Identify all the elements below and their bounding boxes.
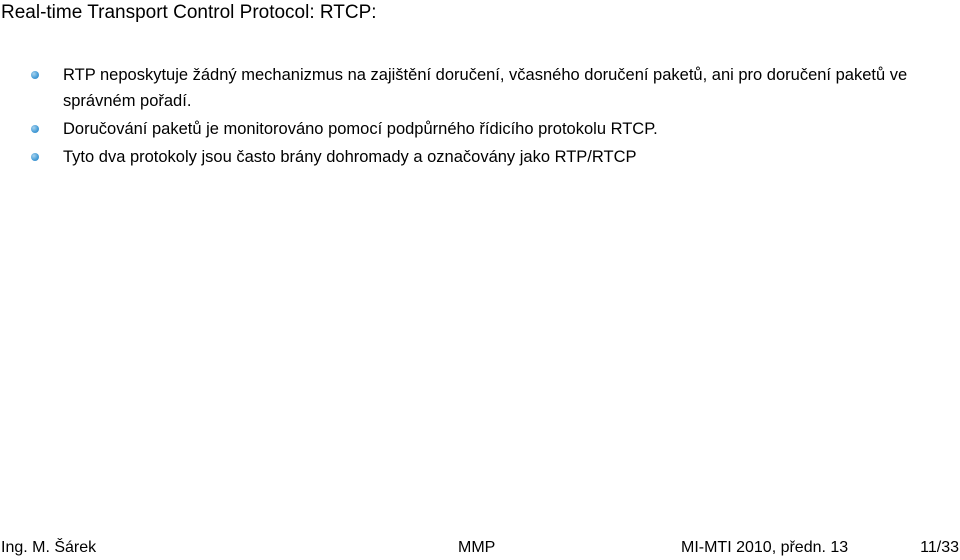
bullet-item xyxy=(30,62,930,114)
bullet-dot-icon xyxy=(31,153,39,161)
bullet-text: Doručování paketů je monitorováno pomocí podpůrného řídicího protokolu RTCP. xyxy=(63,120,658,138)
bullet-text: Tyto dva protokoly jsou často brány dohromady a označovány jako RTP/RTCP xyxy=(63,148,637,166)
bullet-dot-icon xyxy=(31,71,39,79)
bullet-item xyxy=(30,144,930,170)
bullet-text: RTP neposkytuje žádný mechanizmus na zajištění doručení, včasného doručení paketů, ani pro doručení paketů ve správném pořadí. xyxy=(63,66,908,110)
bullet-item xyxy=(30,116,930,142)
bullet-list xyxy=(30,62,930,172)
bullet-dot-icon xyxy=(31,125,39,133)
footer-lecture: MI-MTI 2010, předn. 13 xyxy=(681,539,849,556)
footer-page-number: 11/33 xyxy=(920,539,959,556)
slide-footer xyxy=(0,536,960,560)
footer-course: MMP xyxy=(458,539,496,556)
slide-title: Real-time Transport Control Protocol: RTCP: xyxy=(1,2,377,23)
footer-author: Ing. M. Šárek xyxy=(1,539,97,556)
